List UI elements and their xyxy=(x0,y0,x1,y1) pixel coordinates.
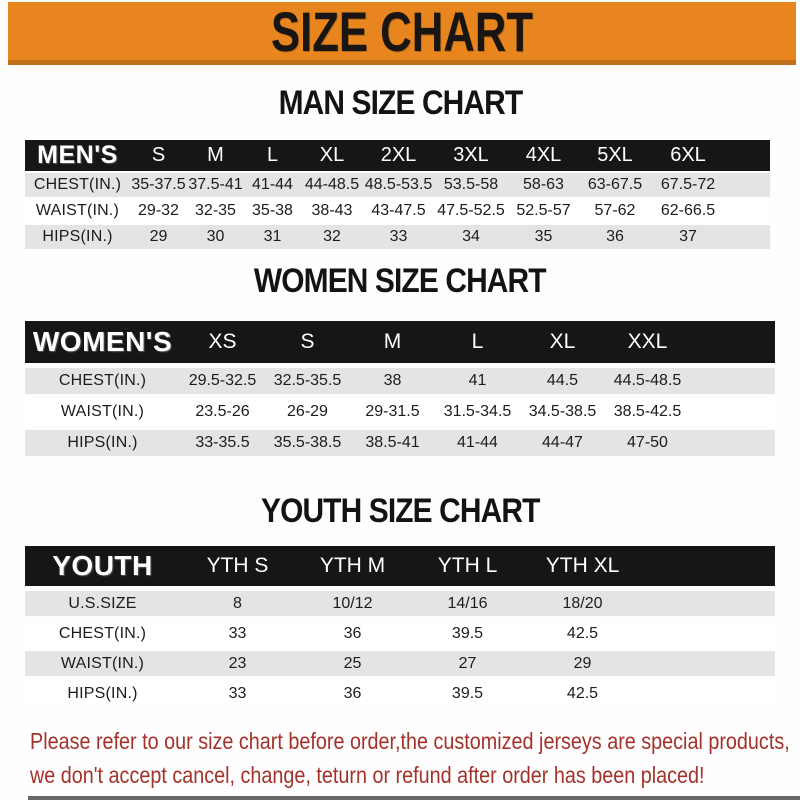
row-label-cell: WAIST(IN.) xyxy=(25,199,130,223)
row-filler-cell xyxy=(725,173,770,197)
youth-size-chart-heading xyxy=(0,490,800,539)
row-filler-cell xyxy=(690,368,775,394)
size-column-header: 5XL xyxy=(579,140,651,171)
row-filler-cell xyxy=(640,651,775,676)
row-filler-cell xyxy=(690,430,775,456)
size-value-cell: 34.5-38.5 xyxy=(520,399,605,425)
size-value-cell: 37.5-41 xyxy=(187,173,244,197)
order-disclaimer xyxy=(30,724,794,792)
mens-table-label: MEN'S xyxy=(25,140,130,171)
header-filler-cell xyxy=(690,321,775,363)
size-value-cell: 41-44 xyxy=(435,430,520,456)
size-value-cell: 35-38 xyxy=(244,199,301,223)
size-value-cell: 36 xyxy=(295,621,410,646)
size-column-header: 4XL xyxy=(508,140,579,171)
size-column-header: XL xyxy=(301,140,363,171)
youth-size-table-wrapper xyxy=(25,541,775,711)
size-value-cell: 35.5-38.5 xyxy=(265,430,350,456)
measurement-row xyxy=(25,681,775,706)
size-value-cell: 44-48.5 xyxy=(301,173,363,197)
womens-table-label: WOMEN'S xyxy=(25,321,180,363)
size-value-cell: 25 xyxy=(295,651,410,676)
size-column-header: 2XL xyxy=(363,140,434,171)
size-value-cell: 30 xyxy=(187,225,244,249)
size-value-cell: 35 xyxy=(508,225,579,249)
measurement-row xyxy=(25,199,770,223)
size-value-cell: 8 xyxy=(180,591,295,616)
youth-size-table xyxy=(25,541,775,711)
size-value-cell: 67.5-72 xyxy=(651,173,725,197)
size-column-header: M xyxy=(187,140,244,171)
size-value-cell: 10/12 xyxy=(295,591,410,616)
size-value-cell: 44.5 xyxy=(520,368,605,394)
size-value-cell: 63-67.5 xyxy=(579,173,651,197)
size-value-cell: 32.5-35.5 xyxy=(265,368,350,394)
disclaimer-line-2: we don't accept cancel, change, teturn or refund after order has been placed! xyxy=(30,762,705,788)
size-value-cell: 32-35 xyxy=(187,199,244,223)
size-value-cell: 31.5-34.5 xyxy=(435,399,520,425)
womens-header-row xyxy=(25,321,775,363)
size-value-cell: 36 xyxy=(295,681,410,706)
measurement-row xyxy=(25,225,770,249)
disclaimer-line-1: Please refer to our size chart before order,the customized jerseys are special products, xyxy=(30,728,790,754)
row-label-cell: WAIST(IN.) xyxy=(25,399,180,425)
size-value-cell: 38.5-42.5 xyxy=(605,399,690,425)
size-value-cell: 38-43 xyxy=(301,199,363,223)
size-value-cell: 39.5 xyxy=(410,621,525,646)
size-value-cell: 27 xyxy=(410,651,525,676)
row-filler-cell xyxy=(640,681,775,706)
size-column-header: YTH S xyxy=(180,546,295,586)
size-value-cell: 33 xyxy=(180,621,295,646)
size-value-cell: 53.5-58 xyxy=(434,173,508,197)
row-label-cell: HIPS(IN.) xyxy=(25,430,180,456)
size-value-cell: 42.5 xyxy=(525,681,640,706)
size-column-header: XS xyxy=(180,321,265,363)
row-filler-cell xyxy=(690,399,775,425)
size-value-cell: 38 xyxy=(350,368,435,394)
size-column-header: M xyxy=(350,321,435,363)
size-value-cell: 57-62 xyxy=(579,199,651,223)
size-column-header: XL xyxy=(520,321,605,363)
women-size-chart-heading xyxy=(0,260,800,309)
youth-size-chart-heading-text: YOUTH SIZE CHART xyxy=(260,492,540,530)
size-column-header: S xyxy=(265,321,350,363)
measurement-row xyxy=(25,399,775,425)
size-value-cell: 44-47 xyxy=(520,430,605,456)
man-size-chart-heading-text: MAN SIZE CHART xyxy=(278,84,522,122)
size-value-cell: 32 xyxy=(301,225,363,249)
size-column-header: 6XL xyxy=(651,140,725,171)
row-filler-cell xyxy=(640,621,775,646)
size-value-cell: 39.5 xyxy=(410,681,525,706)
row-filler-cell xyxy=(725,199,770,223)
row-label-cell: U.S.SIZE xyxy=(25,591,180,616)
size-value-cell: 62-66.5 xyxy=(651,199,725,223)
measurement-row xyxy=(25,591,775,616)
size-value-cell: 33-35.5 xyxy=(180,430,265,456)
mens-size-table xyxy=(25,138,770,251)
size-value-cell: 42.5 xyxy=(525,621,640,646)
women-size-chart-heading-text: WOMEN SIZE CHART xyxy=(254,262,546,300)
size-value-cell: 29-32 xyxy=(130,199,187,223)
size-value-cell: 33 xyxy=(363,225,434,249)
row-label-cell: HIPS(IN.) xyxy=(25,225,130,249)
man-size-chart-heading xyxy=(0,82,800,131)
size-value-cell: 34 xyxy=(434,225,508,249)
size-value-cell: 29.5-32.5 xyxy=(180,368,265,394)
size-value-cell: 44.5-48.5 xyxy=(605,368,690,394)
size-value-cell: 33 xyxy=(180,681,295,706)
size-column-header: YTH M xyxy=(295,546,410,586)
size-value-cell: 41-44 xyxy=(244,173,301,197)
row-label-cell: HIPS(IN.) xyxy=(25,681,180,706)
men-size-table-wrapper xyxy=(25,138,770,251)
measurement-row xyxy=(25,368,775,394)
size-value-cell: 35-37.5 xyxy=(130,173,187,197)
size-column-header: L xyxy=(435,321,520,363)
header-filler-cell xyxy=(725,140,770,171)
size-value-cell: 47-50 xyxy=(605,430,690,456)
size-value-cell: 26-29 xyxy=(265,399,350,425)
size-value-cell: 23 xyxy=(180,651,295,676)
row-label-cell: CHEST(IN.) xyxy=(25,173,130,197)
size-value-cell: 37 xyxy=(651,225,725,249)
measurement-row xyxy=(25,621,775,646)
size-value-cell: 58-63 xyxy=(508,173,579,197)
size-column-header: XXL xyxy=(605,321,690,363)
size-value-cell: 23.5-26 xyxy=(180,399,265,425)
size-value-cell: 52.5-57 xyxy=(508,199,579,223)
size-value-cell: 29 xyxy=(525,651,640,676)
row-label-cell: WAIST(IN.) xyxy=(25,651,180,676)
size-value-cell: 43-47.5 xyxy=(363,199,434,223)
size-value-cell: 29 xyxy=(130,225,187,249)
size-column-header: 3XL xyxy=(434,140,508,171)
measurement-row xyxy=(25,651,775,676)
size-column-header: L xyxy=(244,140,301,171)
size-value-cell: 47.5-52.5 xyxy=(434,199,508,223)
size-column-header: YTH L xyxy=(410,546,525,586)
size-value-cell: 18/20 xyxy=(525,591,640,616)
row-filler-cell xyxy=(725,225,770,249)
youth-table-label: YOUTH xyxy=(25,546,180,586)
size-value-cell: 41 xyxy=(435,368,520,394)
size-chart-banner xyxy=(8,2,796,65)
women-size-table-wrapper xyxy=(25,316,775,461)
size-value-cell: 29-31.5 xyxy=(350,399,435,425)
size-value-cell: 14/16 xyxy=(410,591,525,616)
size-column-header: S xyxy=(130,140,187,171)
size-value-cell: 48.5-53.5 xyxy=(363,173,434,197)
bottom-edge-bar xyxy=(28,796,800,800)
row-label-cell: CHEST(IN.) xyxy=(25,621,180,646)
row-label-cell: CHEST(IN.) xyxy=(25,368,180,394)
measurement-row xyxy=(25,430,775,456)
womens-size-table xyxy=(25,316,775,461)
measurement-row xyxy=(25,173,770,197)
header-filler-cell xyxy=(640,546,775,586)
size-value-cell: 38.5-41 xyxy=(350,430,435,456)
youth-header-row xyxy=(25,546,775,586)
size-value-cell: 31 xyxy=(244,225,301,249)
mens-header-row xyxy=(25,140,770,171)
row-filler-cell xyxy=(640,591,775,616)
size-chart-title: SIZE CHART xyxy=(270,0,534,63)
size-column-header: YTH XL xyxy=(525,546,640,586)
size-value-cell: 36 xyxy=(579,225,651,249)
